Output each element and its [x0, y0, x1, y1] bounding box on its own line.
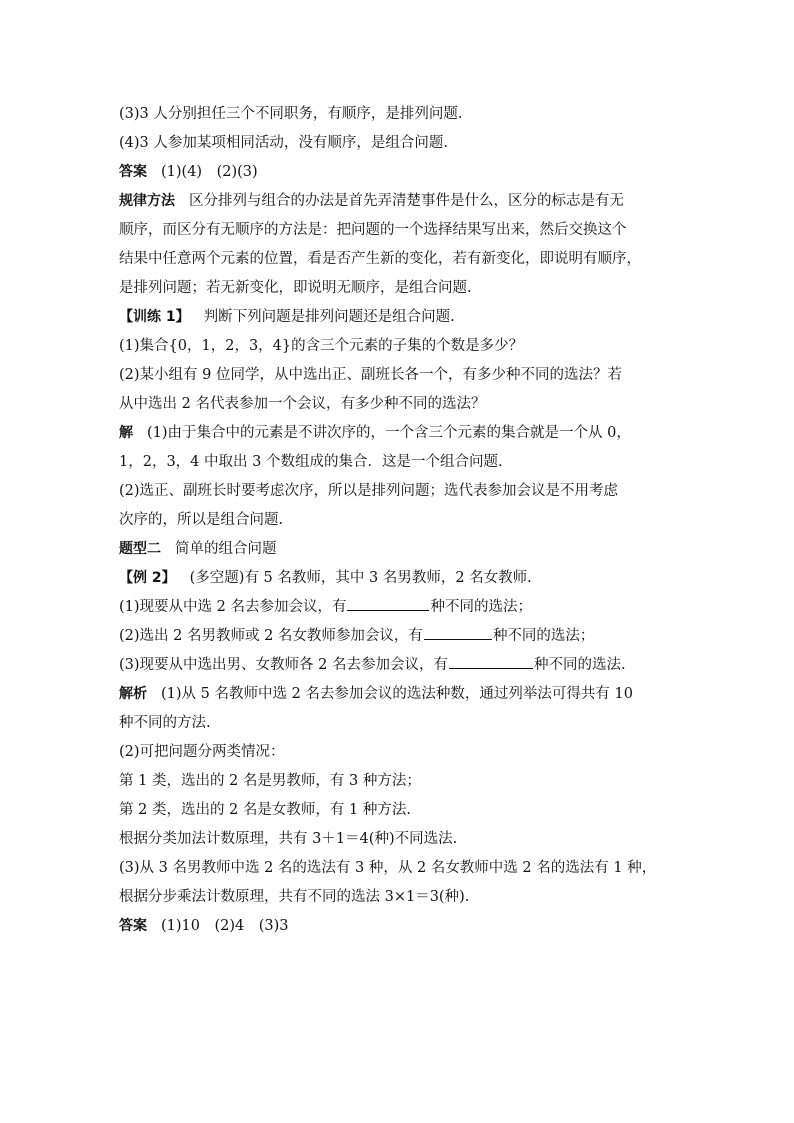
method-line — [119, 187, 679, 216]
analysis-text: 第 2 类，选出的 2 名是女教师，有 1 种方法. — [119, 802, 411, 818]
answer-blank — [424, 625, 492, 640]
answer-value: (1)10 (2)4 (3)3 — [161, 918, 289, 934]
answer-blank — [347, 596, 429, 611]
document-page — [119, 100, 679, 941]
analysis-label: 解析 — [119, 686, 147, 702]
training-text: 判断下列问题是排列问题还是组合问题. — [203, 309, 455, 325]
analysis-line — [119, 680, 679, 709]
question-text: (3)现要从中选出男、女教师各 2 名去参加会议，有 — [119, 657, 448, 673]
line-text: (3)3 人分别担任三个不同职务，有顺序，是排列问题. — [119, 106, 463, 122]
question-line — [119, 361, 679, 390]
answer-blank — [449, 654, 533, 669]
question-text: 从中选出 2 名代表参加一个会议，有多少种不同的选法？ — [119, 396, 486, 412]
question-text: (1)现要从中选 2 名去参加会议，有 — [119, 599, 347, 615]
solution-text: (2)选正、副班长时要考虑次序，所以是排列问题；选代表参加会议是不用考虑 — [119, 483, 619, 499]
question-text: 种不同的选法； — [492, 628, 595, 644]
analysis-text: 第 1 类，选出的 2 名是男教师，有 3 种方法； — [119, 773, 421, 789]
method-line — [119, 216, 679, 245]
method-line — [119, 274, 679, 303]
question-text: (2)某小组有 9 位同学，从中选出正、副班长各一个，有多少种不同的选法？若 — [119, 367, 622, 383]
method-text: 区分排列与组合的办法是首先弄清楚事件是什么，区分的标志是有无 — [189, 193, 624, 209]
analysis-line — [119, 709, 679, 738]
method-text: 是排列问题；若无新变化，即说明无顺序，是组合问题. — [119, 280, 472, 296]
section-heading — [119, 535, 679, 564]
question-line — [119, 332, 679, 361]
method-label: 规律方法 — [119, 193, 175, 209]
line-text: (4)3 人参加某项相同活动，没有顺序，是组合问题. — [119, 135, 448, 151]
text-line — [119, 129, 679, 158]
answer-label: 答案 — [119, 164, 147, 180]
example-heading — [119, 564, 679, 593]
method-line — [119, 245, 679, 274]
answer-value: (1)(4) (2)(3) — [161, 164, 258, 180]
analysis-line — [119, 825, 679, 854]
solution-text: (1)由于集合中的元素是不讲次序的，一个含三个元素的集合就是一个从 0， — [147, 425, 631, 441]
analysis-text: (3)从 3 名男教师中选 2 名的选法有 3 种，从 2 名女教师中选 2 名的选法有 1 种， — [119, 860, 657, 876]
solution-text: 1，2，3，4 中取出 3 个数组成的集合．这是一个组合问题. — [119, 454, 503, 470]
analysis-line — [119, 738, 679, 767]
question-text: 种不同的选法. — [533, 657, 626, 673]
text-line — [119, 100, 679, 129]
answer-line — [119, 912, 679, 941]
question-text: (2)选出 2 名男教师或 2 名女教师参加会议，有 — [119, 628, 423, 644]
analysis-line — [119, 796, 679, 825]
analysis-text: 根据分步乘法计数原理，共有不同的选法 3×1＝3(种). — [119, 889, 470, 905]
example-label: 【例 2】 — [119, 570, 176, 586]
analysis-text: 根据分类加法计数原理，共有 3＋1＝4(种)不同选法. — [119, 831, 458, 847]
training-heading — [119, 303, 679, 332]
question-line — [119, 390, 679, 419]
training-label: 【训练 1】 — [119, 309, 190, 325]
question-text: (1)集合{0，1，2，3，4}的含三个元素的子集的个数是多少？ — [119, 338, 524, 354]
method-text: 顺序，而区分有无顺序的方法是：把问题的一个选择结果写出来，然后交换这个 — [119, 222, 627, 238]
example-text: (多空题)有 5 名教师，其中 3 名男教师，2 名女教师. — [189, 570, 532, 586]
solution-line — [119, 419, 679, 448]
example-question — [119, 593, 679, 622]
question-text: 种不同的选法； — [430, 599, 532, 615]
analysis-text: (1)从 5 名教师中选 2 名去参加会议的选法种数，通过列举法可得共有 10 — [161, 686, 633, 702]
section-label: 题型二 — [119, 541, 161, 557]
example-question — [119, 651, 679, 680]
section-title: 简单的组合问题 — [175, 541, 277, 557]
solution-line — [119, 477, 679, 506]
solution-line — [119, 506, 679, 535]
solution-line — [119, 448, 679, 477]
method-text: 结果中任意两个元素的位置，看是否产生新的变化，若有新变化，即说明有顺序， — [119, 251, 641, 267]
example-question — [119, 622, 679, 651]
solution-label: 解 — [119, 425, 133, 441]
analysis-line — [119, 883, 679, 912]
solution-text: 次序的，所以是组合问题. — [119, 512, 284, 528]
analysis-line — [119, 767, 679, 796]
answer-line — [119, 158, 679, 187]
answer-label: 答案 — [119, 918, 147, 934]
analysis-line — [119, 854, 679, 883]
analysis-text: (2)可把问题分两类情况： — [119, 744, 285, 760]
analysis-text: 种不同的方法. — [119, 715, 211, 731]
